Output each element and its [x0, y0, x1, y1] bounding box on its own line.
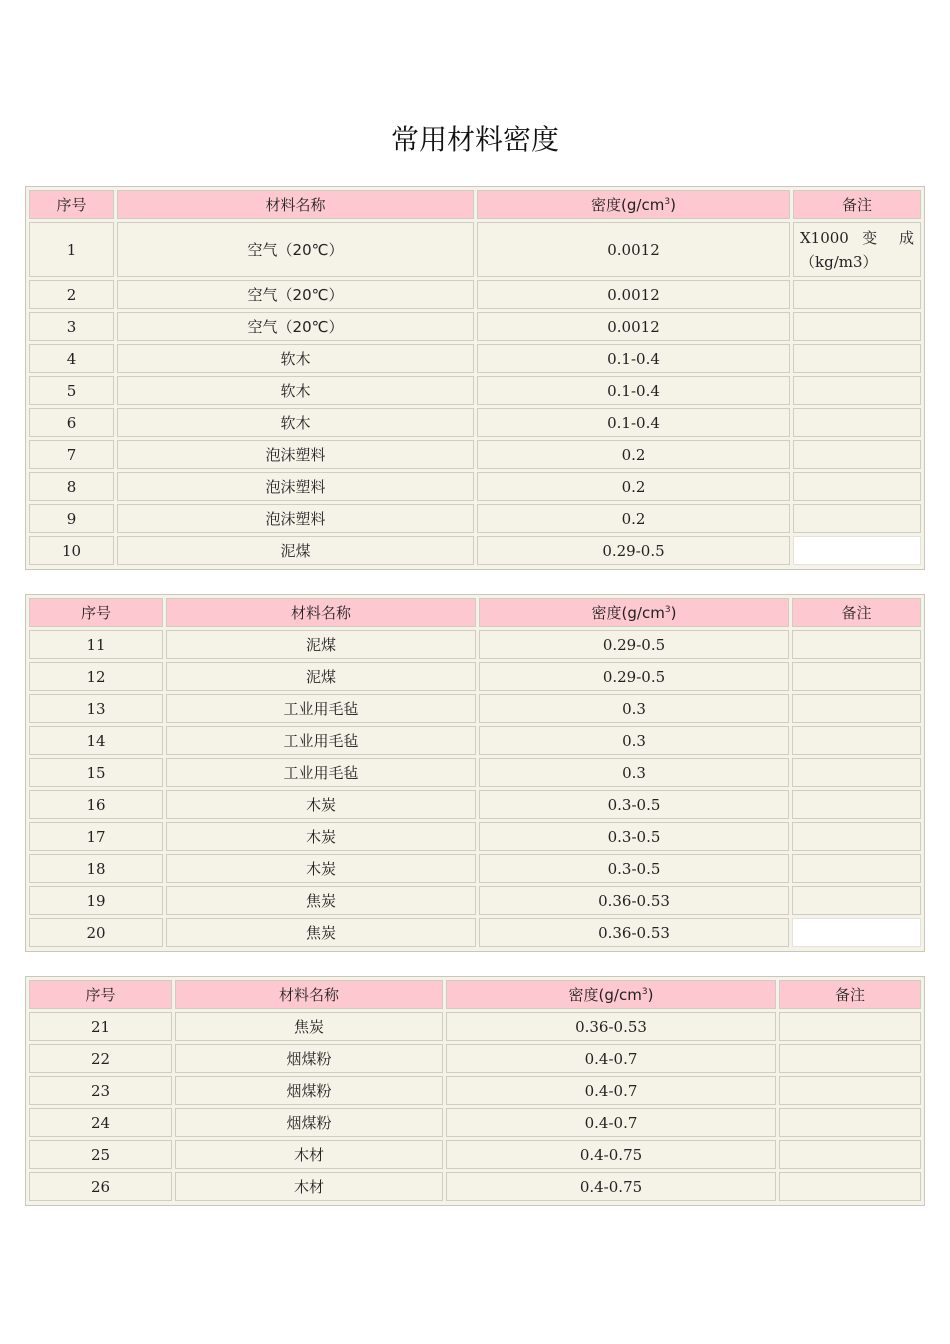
row-material: 空气（20℃） [117, 222, 474, 277]
row-material: 泥煤 [117, 536, 474, 565]
table-row [29, 408, 921, 437]
row-material: 空气（20℃） [117, 280, 474, 309]
row-no: 3 [29, 312, 114, 341]
row-note [793, 504, 921, 533]
row-density: 0.2 [477, 504, 790, 533]
row-note [793, 408, 921, 437]
row-note [792, 886, 921, 915]
row-density: 0.3-0.5 [479, 822, 789, 851]
row-no: 11 [29, 630, 163, 659]
header-no: 序号 [29, 190, 114, 219]
row-density: 0.4-0.7 [446, 1108, 776, 1137]
row-no: 10 [29, 536, 114, 565]
row-material: 软木 [117, 408, 474, 437]
row-density: 0.3-0.5 [479, 854, 789, 883]
table-row [29, 726, 921, 755]
row-note [779, 1140, 921, 1169]
row-note [792, 758, 921, 787]
row-material: 木炭 [166, 822, 476, 851]
row-note [792, 726, 921, 755]
row-material: 泡沫塑料 [117, 472, 474, 501]
row-density: 0.2 [477, 472, 790, 501]
row-density: 0.0012 [477, 222, 790, 277]
row-material: 焦炭 [166, 918, 476, 947]
row-material: 泡沫塑料 [117, 504, 474, 533]
table-row [29, 886, 921, 915]
row-material: 泥煤 [166, 662, 476, 691]
table-row [29, 1012, 921, 1041]
header-density: 密度$(g/cm^3)$ [477, 190, 790, 219]
header-name: 材料名称 [166, 598, 476, 627]
table-row [29, 1140, 921, 1169]
density-table-2 [25, 594, 925, 952]
row-note [792, 694, 921, 723]
table-row [29, 440, 921, 469]
row-no: 18 [29, 854, 163, 883]
page-title: 常用材料密度 [390, 123, 559, 156]
row-material: 空气（20℃） [117, 312, 474, 341]
table-row [29, 1108, 921, 1137]
row-material: 软木 [117, 376, 474, 405]
row-density: 0.2 [477, 440, 790, 469]
row-note [792, 822, 921, 851]
table-row [29, 280, 921, 309]
row-no: 8 [29, 472, 114, 501]
row-note [793, 536, 921, 565]
table-row [29, 790, 921, 819]
row-density: 0.29-0.5 [477, 536, 790, 565]
row-material: 木材 [175, 1172, 443, 1201]
row-density: 0.0012 [477, 280, 790, 309]
table-row [29, 854, 921, 883]
row-material: 烟煤粉 [175, 1108, 443, 1137]
row-no: 17 [29, 822, 163, 851]
row-note [793, 312, 921, 341]
row-density: 0.4-0.75 [446, 1172, 776, 1201]
table-row [29, 758, 921, 787]
table-row [29, 376, 921, 405]
row-density: 0.4-0.75 [446, 1140, 776, 1169]
table-row [29, 504, 921, 533]
row-note: X1000 变 成（kg/m3） [793, 222, 921, 277]
row-no: 23 [29, 1076, 172, 1105]
row-no: 24 [29, 1108, 172, 1137]
row-density: 0.3 [479, 758, 789, 787]
row-material: 焦炭 [166, 886, 476, 915]
row-no: 16 [29, 790, 163, 819]
row-no: 21 [29, 1012, 172, 1041]
table-row [29, 312, 921, 341]
row-note [793, 440, 921, 469]
header-note: 备注 [793, 190, 921, 219]
row-density: 0.3 [479, 726, 789, 755]
row-no: 12 [29, 662, 163, 691]
table-row [29, 222, 921, 277]
header-note: 备注 [779, 980, 921, 1009]
row-no: 5 [29, 376, 114, 405]
row-density: 0.4-0.7 [446, 1076, 776, 1105]
row-note [779, 1012, 921, 1041]
row-density: 0.1-0.4 [477, 408, 790, 437]
table-row [29, 630, 921, 659]
row-density: 0.3 [479, 694, 789, 723]
table-header-row [29, 190, 921, 219]
row-density: 0.29-0.5 [479, 662, 789, 691]
row-no: 9 [29, 504, 114, 533]
header-name: 材料名称 [117, 190, 474, 219]
row-material: 软木 [117, 344, 474, 373]
row-material: 烟煤粉 [175, 1044, 443, 1073]
table-row [29, 1044, 921, 1073]
table-row [29, 694, 921, 723]
row-note [792, 790, 921, 819]
row-note [793, 280, 921, 309]
density-table-3 [25, 976, 925, 1206]
row-note [792, 918, 921, 947]
row-density: 0.29-0.5 [479, 630, 789, 659]
row-note [793, 376, 921, 405]
row-material: 泡沫塑料 [117, 440, 474, 469]
row-density: 0.36-0.53 [479, 886, 789, 915]
row-note [793, 344, 921, 373]
row-material: 焦炭 [175, 1012, 443, 1041]
row-no: 6 [29, 408, 114, 437]
row-no: 22 [29, 1044, 172, 1073]
row-material: 木炭 [166, 854, 476, 883]
row-note [792, 630, 921, 659]
row-material: 工业用毛毡 [166, 726, 476, 755]
table-row [29, 662, 921, 691]
table-row [29, 472, 921, 501]
row-no: 4 [29, 344, 114, 373]
row-no: 20 [29, 918, 163, 947]
row-material: 烟煤粉 [175, 1076, 443, 1105]
table-row [29, 918, 921, 947]
row-note [779, 1172, 921, 1201]
row-no: 14 [29, 726, 163, 755]
table-header-row [29, 980, 921, 1009]
header-density: 密度$(g/cm^3)$ [446, 980, 776, 1009]
row-density: 0.1-0.4 [477, 344, 790, 373]
row-density: 0.4-0.7 [446, 1044, 776, 1073]
row-material: 泥煤 [166, 630, 476, 659]
density-table-1 [25, 186, 925, 570]
row-no: 26 [29, 1172, 172, 1201]
row-note [792, 854, 921, 883]
row-note [793, 472, 921, 501]
row-note [779, 1108, 921, 1137]
header-no: 序号 [29, 598, 163, 627]
row-note [779, 1076, 921, 1105]
row-density: 0.36-0.53 [446, 1012, 776, 1041]
row-density: 0.36-0.53 [479, 918, 789, 947]
row-note [792, 662, 921, 691]
row-material: 工业用毛毡 [166, 758, 476, 787]
table-header-row [29, 598, 921, 627]
row-no: 2 [29, 280, 114, 309]
row-note [779, 1044, 921, 1073]
row-density: 0.3-0.5 [479, 790, 789, 819]
header-density: 密度$(g/cm^3)$ [479, 598, 789, 627]
row-density: 0.0012 [477, 312, 790, 341]
row-no: 15 [29, 758, 163, 787]
header-no: 序号 [29, 980, 172, 1009]
table-row [29, 536, 921, 565]
table-row [29, 1076, 921, 1105]
row-material: 木材 [175, 1140, 443, 1169]
table-row [29, 822, 921, 851]
row-no: 19 [29, 886, 163, 915]
row-density: 0.1-0.4 [477, 376, 790, 405]
table-row [29, 1172, 921, 1201]
row-no: 13 [29, 694, 163, 723]
header-note: 备注 [792, 598, 921, 627]
row-no: 7 [29, 440, 114, 469]
header-name: 材料名称 [175, 980, 443, 1009]
table-row [29, 344, 921, 373]
row-no: 25 [29, 1140, 172, 1169]
row-material: 木炭 [166, 790, 476, 819]
row-material: 工业用毛毡 [166, 694, 476, 723]
row-no: 1 [29, 222, 114, 277]
